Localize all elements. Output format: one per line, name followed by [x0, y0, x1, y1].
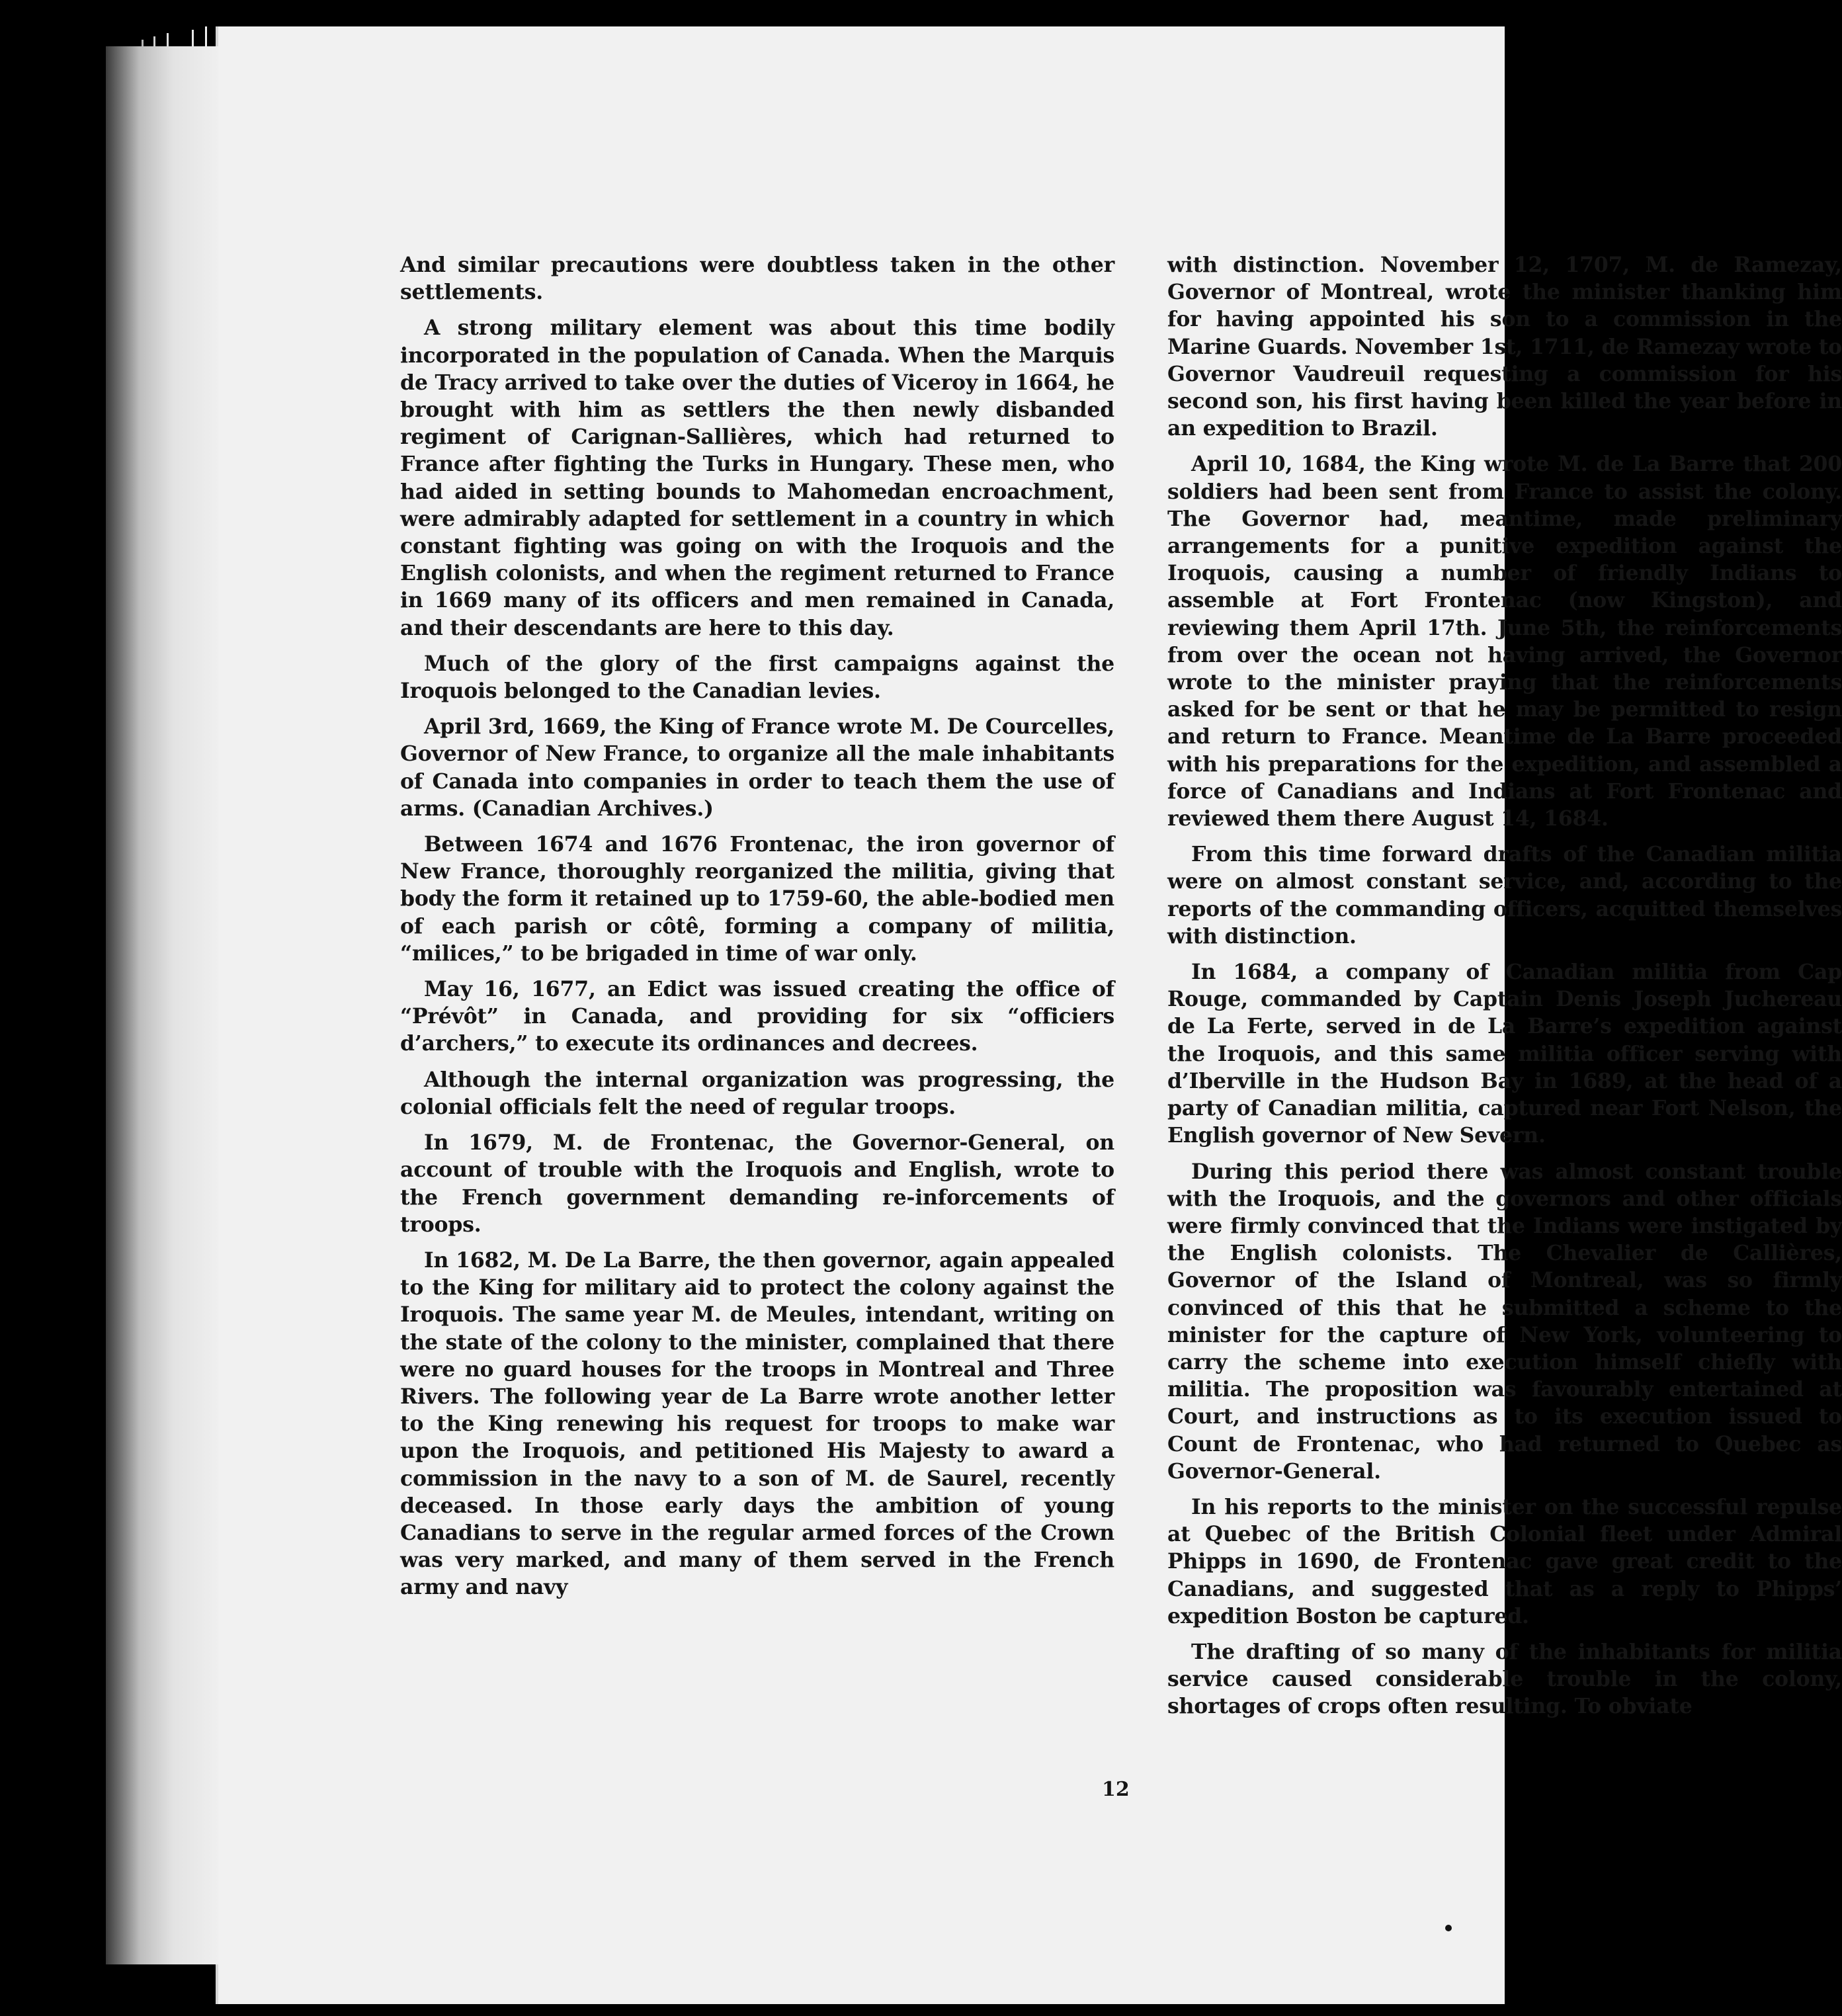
paragraph: In 1682, M. De La Barre, the then governor, again appealed to the King for military aid to protect the colony against the Iroquois. The same year M. de Meules, intendant, writing on the state of the colony to the minister, complained that there were no guard houses for the troops in Montreal and Three Rivers. The following year de La Barre wrote another letter to the King renewing his request for troops to make war upon the Iroquois, and petitioned His Majesty to award a commission in the navy to a son of M. de Saurel, recently deceased. In those early days the ambition of young Canadians to serve in the regular armed forces of the Crown was very marked, and many of them served in the French army and navy — [400, 1247, 1114, 1600]
paragraph: April 3rd, 1669, the King of France wrote M. De Courcelles, Governor of New France, to organize all the male inhabitants of Canada into companies in order to teach them the use of arms. (Canadian Archives.) — [400, 714, 1114, 821]
paragraph: In 1679, M. de Frontenac, the Governor-General, on account of trouble with the Iroquois and English, wrote to the French government demanding re-inforcements of troops. — [400, 1130, 1114, 1237]
paragraph: May 16, 1677, an Edict was issued creating the office of “Prévôt” in Canada, and providing for six “officiers d’archers,” to execute its ordinances and decrees. — [400, 977, 1114, 1056]
paragraph: April 10, 1684, the King wrote M. de La Barre that 200 soldiers had been sent from France to assist the colony. The Governor had, meantime, made preliminary arrangements for a punitive expedition against the Iroquois, causing a number of friendly Indians to assemble at Fort Frontenac (now Kingston), and reviewing them April 17th. June 5th, the reinforcements from over the ocean not having arrived, the Governor wrote to the minister praying that the reinforcements asked for be sent or that he may be permitted to resign and return to France. Meantime de La Barre proceeded with his preparations for the expedition, and assembled a force of Canadians and Indians at Fort Frontenac and reviewed them there August 14, 1684. — [1167, 452, 1842, 831]
paragraph: From this time forward drafts of the Canadian militia were on almost constant service, and, according to the reports of the commanding officers, acquitted themselves with distinction. — [1167, 842, 1842, 948]
paragraph: The drafting of so many of the inhabitants for militia service caused considerable trouble in the colony, shortages of crops often resulting. To obviate — [1167, 1639, 1842, 1719]
paragraph: And similar precautions were doubtless taken in the other settlements. — [400, 253, 1114, 305]
paragraph: Much of the glory of the first campaigns against the Iroquois belonged to the Canadian levies. — [400, 651, 1114, 704]
paragraph: Between 1674 and 1676 Frontenac, the iron governor of New France, thoroughly reorganized the militia, giving that body the form it retained up to 1759-60, the able-bodied men of each parish or côtê, forming a company of militia, “milices,” to be brigaded in time of war only. — [400, 832, 1114, 966]
paragraph: with distinction. November 12, 1707, M. de Ramezay, Governor of Montreal, wrote the minister thanking him for having appointed his son to a commission in the Marine Guards. November 1st, 1711, de Ramezay wrote to Governor Vaudreuil requesting a commission for his second son, his first having been killed the year before in an expedition to Brazil. — [1167, 253, 1842, 441]
page-number: 12 — [1102, 1778, 1130, 1801]
paragraph: In his reports to the minister on the successful repulse at Quebec of the British Colonial fleet under Admiral Phipps in 1690, de Frontenac gave great credit to the Canadians, and suggested that as a reply to Phipps’ expedition Boston be captured. — [1167, 1494, 1842, 1628]
paragraph: In 1684, a company of Canadian militia from Cap Rouge, commanded by Captain Denis Joseph Juchereau de La Ferte, served in de La Barre’s expedition against the Iroquois, and this same militia officer serving with d’Iberville in the Hudson Bay in 1689, at the head of a party of Canadian militia, captured near Fort Nelson, the English governor of New Severn. — [1167, 960, 1842, 1148]
left-column — [400, 251, 1114, 1610]
document-page — [218, 26, 1842, 2004]
paragraph: A strong military element was about this time bodily incorporated in the population of Canada. When the Marquis de Tracy arrived to take over the duties of Viceroy in 1664, he brought with him as settlers the then newly disbanded regiment of Carignan-Sallières, which had returned to France after fighting the Turks in Hungary. These men, who had aided in setting bounds to Mahomedan encroachment, were admirably adapted for settlement in a country in which constant fighting was going on with the Iroquois and the English colonists, and when the regiment returned to France in 1669 many of its officers and men remained in Canada, and their descendants are here to this day. — [400, 315, 1114, 640]
right-column — [1167, 251, 1842, 1729]
paragraph: During this period there was almost constant trouble with the Iroquois, and the governors and other officials were firmly convinced that the Indians were instigated by the English colonists. The Chevalier de Callières, Governor of the Island of Montreal, was so firmly convinced of this that he submitted a scheme to the minister for the capture of New York, volunteering to carry the scheme into execution himself chiefly with militia. The proposition was favourably entertained at Court, and instructions as to its execution issued to Count de Frontenac, who had returned to Quebec as Governor-General. — [1167, 1159, 1842, 1484]
scan-speck — [1445, 1925, 1452, 1931]
paragraph: Although the internal organization was progressing, the colonial officials felt the need of regular troops. — [400, 1067, 1114, 1119]
